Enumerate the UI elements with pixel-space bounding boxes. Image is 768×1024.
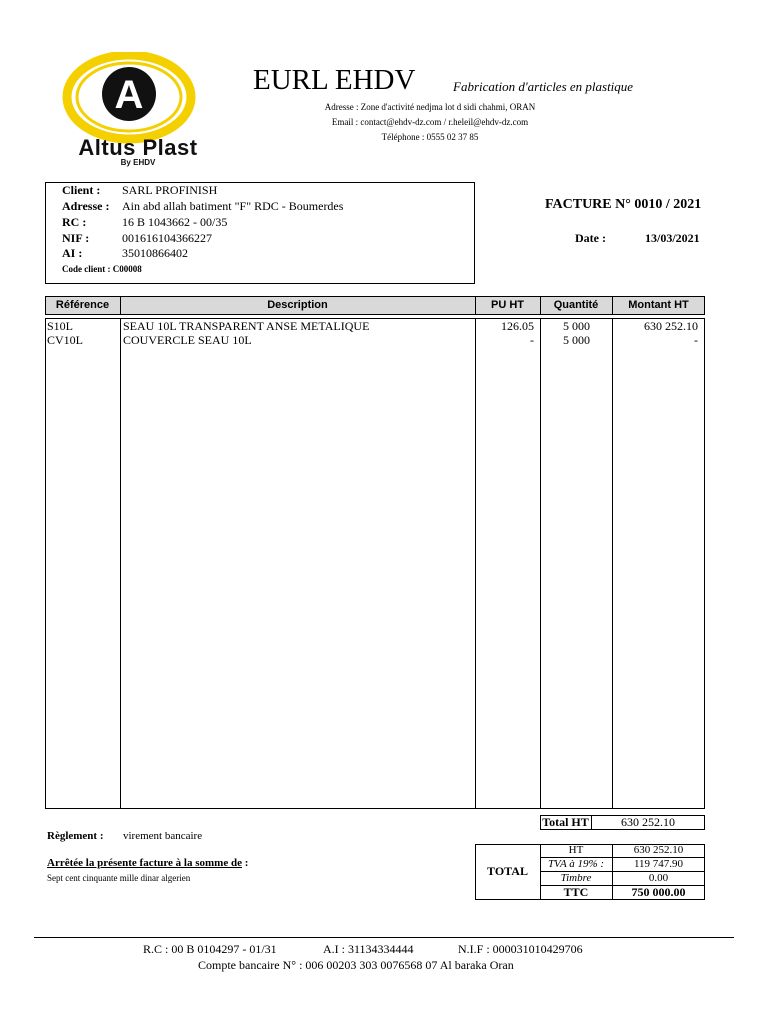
date-value: 13/03/2021 bbox=[645, 231, 700, 245]
timbre-label: Timbre bbox=[560, 872, 592, 884]
header-montant-ht: Montant HT bbox=[628, 299, 689, 311]
row-pu-ht: - bbox=[530, 333, 534, 347]
column-divider bbox=[540, 318, 541, 809]
footer-ai: A.I : 31134334444 bbox=[323, 942, 414, 956]
column-divider bbox=[475, 318, 476, 809]
client-code-label: Code client : bbox=[62, 264, 111, 274]
footer-divider bbox=[34, 937, 734, 938]
amount-words-heading bbox=[47, 857, 248, 869]
footer-rc: R.C : 00 B 0104297 - 01/31 bbox=[143, 942, 277, 956]
ttc-value: 750 000.00 bbox=[631, 885, 686, 899]
total-ht-value: 630 252.10 bbox=[621, 815, 675, 829]
invoice-title: FACTURE N° 0010 / 2021 bbox=[545, 197, 702, 212]
tva-value: 119 747.90 bbox=[633, 858, 684, 870]
row-montant-ht: - bbox=[694, 333, 698, 347]
amount-words-label: Arrêtée la présente facture à la somme de bbox=[47, 857, 242, 869]
nif-value: 001616104366227 bbox=[122, 231, 212, 245]
row-reference: S10L bbox=[47, 319, 74, 333]
row-reference: CV10L bbox=[47, 333, 83, 347]
timbre-value: 0.00 bbox=[648, 872, 669, 884]
svg-text:A: A bbox=[114, 73, 144, 117]
items-table-body bbox=[45, 318, 705, 809]
ht-value: 630 252.10 bbox=[633, 844, 684, 856]
nif-label: NIF : bbox=[62, 231, 90, 245]
date-label: Date : bbox=[575, 231, 606, 245]
header-description: Description bbox=[267, 299, 328, 311]
address-label: Adresse : bbox=[62, 199, 110, 213]
header-reference: Référence bbox=[55, 299, 110, 311]
company-name: EURL EHDV bbox=[253, 64, 416, 96]
ai-value: 35010866402 bbox=[122, 246, 188, 260]
client-code-value: C00008 bbox=[112, 264, 142, 274]
logo-brand-text: Altus Plast bbox=[78, 135, 198, 160]
row-montant-ht: 630 252.10 bbox=[644, 319, 698, 333]
ai-label: AI : bbox=[62, 246, 83, 260]
company-address: Adresse : Zone d'activité nedjma lot d sidi chahmi, ORAN bbox=[324, 102, 536, 112]
row-description: SEAU 10L TRANSPARENT ANSE METALIQUE bbox=[123, 319, 370, 333]
row-quantite: 5 000 bbox=[563, 319, 590, 333]
header-quantite: Quantité bbox=[553, 299, 599, 311]
company-phone: Téléphone : 0555 02 37 85 bbox=[381, 132, 479, 142]
client-label: Client : bbox=[62, 183, 101, 197]
company-email: Email : contact@ehdv-dz.com / r.heleil@ehdv-dz.com bbox=[331, 117, 529, 127]
rc-value: 16 B 1043662 - 00/35 bbox=[122, 215, 228, 229]
client-code bbox=[62, 264, 142, 274]
amount-words-colon: : bbox=[241, 857, 249, 869]
footer-bank: Compte bancaire N° : 006 00203 303 0076568 07 Al baraka Oran bbox=[198, 958, 514, 972]
payment-value: virement bancaire bbox=[123, 830, 203, 842]
tva-label: TVA à 19% : bbox=[547, 858, 605, 870]
logo-sub-text: By EHDV bbox=[120, 158, 156, 167]
rc-label: RC : bbox=[62, 215, 87, 229]
ht-label: HT bbox=[568, 844, 584, 856]
column-divider bbox=[120, 318, 121, 809]
total-ht-label: Total HT bbox=[542, 815, 589, 829]
address-value: Ain abd allah batiment "F" RDC - Boumerdes bbox=[122, 199, 344, 213]
footer-nif: N.I.F : 000031010429706 bbox=[458, 942, 583, 956]
company-tagline: Fabrication d'articles en plastique bbox=[453, 79, 634, 94]
header-pu-ht: PU HT bbox=[491, 299, 524, 311]
payment-label: Règlement : bbox=[47, 830, 104, 842]
row-pu-ht: 126.05 bbox=[501, 319, 534, 333]
ttc-label: TTC bbox=[563, 885, 589, 899]
column-divider bbox=[612, 318, 613, 809]
client-value: SARL PROFINISH bbox=[122, 183, 218, 197]
total-label: TOTAL bbox=[487, 864, 528, 878]
row-quantite: 5 000 bbox=[563, 333, 590, 347]
amount-words-value: Sept cent cinquante mille dinar algerien bbox=[47, 873, 191, 883]
row-description: COUVERCLE SEAU 10L bbox=[123, 333, 252, 347]
